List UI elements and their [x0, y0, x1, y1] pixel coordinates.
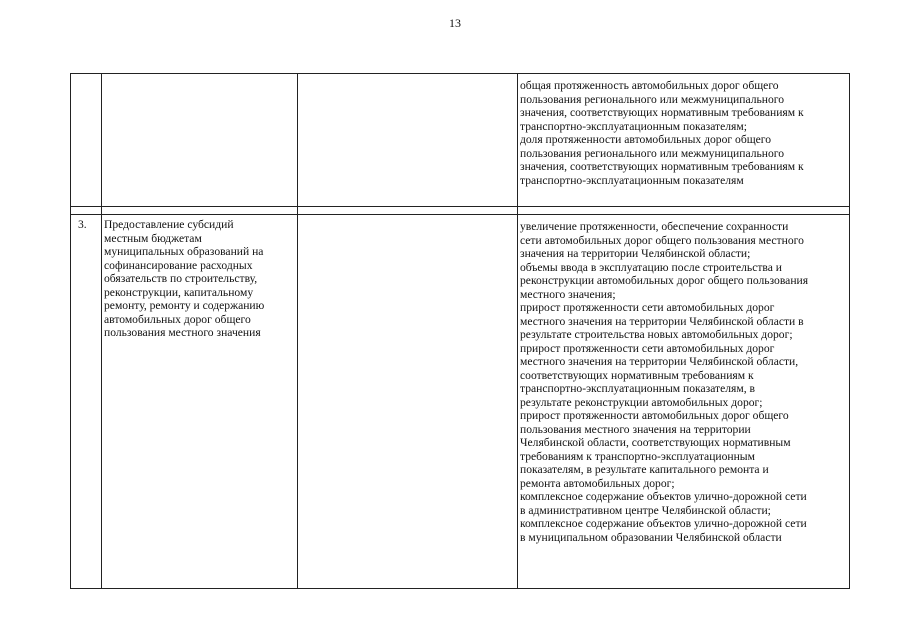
indicator-line: в административном центре Челябинской области;: [520, 503, 771, 517]
table-row-3: [71, 215, 850, 589]
measure-name-cell: [102, 215, 298, 589]
measure-name-line: пользования местного значения: [104, 326, 261, 339]
indicator-line: местного значения;: [520, 287, 616, 301]
measure-name-line: обязательств по строительству,: [104, 272, 258, 285]
indicator-line: сети автомобильных дорог общего пользования местного: [520, 233, 804, 247]
indicator-line: ремонта автомобильных дорог;: [520, 476, 675, 490]
indicator-line: транспортно-эксплуатационным показателям;: [520, 119, 747, 133]
indicator-line: объемы ввода в эксплуатацию после строительства и: [520, 260, 782, 274]
indicator-line: результате строительства новых автомобильных дорог;: [520, 328, 793, 341]
indicator-line: прирост протяженности автомобильных дорог общего: [520, 409, 789, 422]
program-table: [70, 73, 850, 589]
indicator-line: транспортно-эксплуатационным показателям, в: [520, 382, 755, 395]
measure-name-line: местным бюджетам: [104, 231, 202, 245]
page-number: 13: [449, 16, 461, 30]
indicator-line: комплексное содержание объектов улично-дорожной сети: [520, 490, 807, 503]
row-number-cell: 3.: [71, 215, 102, 589]
measure-name-line: автомобильных дорог общего: [104, 312, 251, 326]
indicator-line: местного значения на территории Челябинской области в: [520, 314, 804, 328]
table-row-continuation: [71, 74, 850, 207]
measure-name-line: реконструкции, капитальному: [104, 285, 254, 299]
measure-name-line: ремонту, ремонту и содержанию: [104, 299, 265, 312]
empty-cell: [298, 74, 518, 207]
indicator-line: транспортно-эксплуатационным показателям: [520, 173, 744, 187]
indicator-line: значения на территории Челябинской области;: [520, 247, 751, 260]
measure-name-cell: [102, 74, 298, 207]
indicator-line: общая протяженность автомобильных дорог общего: [520, 79, 779, 92]
indicator-line: реконструкции автомобильных дорог общего пользования: [520, 274, 809, 287]
row-number-cell: [71, 74, 102, 207]
indicator-line: значения, соответствующих нормативным требованиям к: [520, 106, 804, 119]
measure-name-line: муниципальных образований на: [104, 245, 264, 258]
indicator-line: пользования регионального или межмуниципального: [520, 92, 785, 106]
indicators-cell: [518, 74, 850, 207]
indicator-line: показателям, в результате капитального ремонта и: [520, 463, 769, 476]
indicator-line: значения, соответствующих нормативным требованиям к: [520, 160, 804, 173]
indicator-line: прирост протяженности сети автомобильных дорог: [520, 301, 775, 314]
indicator-line: увеличение протяженности, обеспечение сохранности: [520, 220, 789, 233]
measure-name-line: Предоставление субсидий: [104, 218, 234, 231]
indicator-line: прирост протяженности сети автомобильных дорог: [520, 341, 775, 355]
indicator-line: местного значения на территории Челябинской области,: [520, 355, 799, 368]
indicator-line: в муниципальном образовании Челябинской области: [520, 530, 782, 544]
indicator-line: комплексное содержание объектов улично-дорожной сети: [520, 517, 807, 530]
measure-name-line: софинансирование расходных: [104, 258, 253, 272]
table-row-gap: [71, 207, 850, 215]
indicator-line: пользования регионального или межмуниципального: [520, 146, 785, 160]
indicator-line: доля протяженности автомобильных дорог общего: [520, 133, 772, 146]
indicator-line: результате реконструкции автомобильных дорог;: [520, 395, 763, 409]
indicator-line: пользования местного значения на территории: [520, 422, 751, 436]
indicators-cell: [518, 215, 850, 589]
empty-cell: [298, 215, 518, 589]
indicator-line: соответствующих нормативным требованиям к: [520, 368, 754, 382]
indicator-line: Челябинской области, соответствующих нормативным: [520, 436, 791, 449]
indicator-line: требованиям к транспортно-эксплуатационным: [520, 449, 755, 463]
